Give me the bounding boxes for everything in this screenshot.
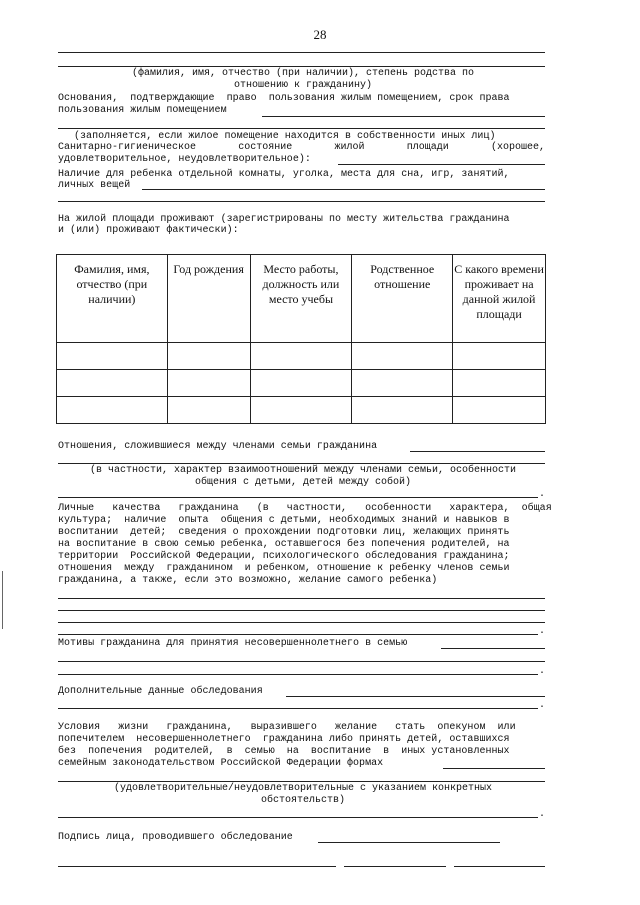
table-cell[interactable] (57, 343, 168, 370)
other-owner-note: (заполняется, если жилое помещение находится в собственности иных лиц) (74, 131, 496, 142)
relations-label: Отношения, сложившиеся между членами семьи гражданина (58, 441, 378, 452)
blank-line (58, 708, 538, 709)
blank-line (58, 598, 545, 599)
period: . (539, 666, 546, 677)
header-workplace: Место работы, должность или место учебы (250, 255, 352, 343)
blank-line (58, 622, 545, 623)
relations-caption: (в частности, характер взаимоотношений между членами семьи, особенности общения с детьми, детей между собой) (89, 465, 517, 488)
page-number: 28 (313, 27, 327, 42)
personal-qualities-text: территории Российской Федерации, психологического обследования гражданина; (58, 551, 510, 562)
table-cell[interactable] (57, 397, 168, 424)
relations-field[interactable] (410, 451, 545, 452)
conditions-caption: (удовлетворительные/неудовлетворительные с указанием конкретных обстоятельств) (113, 783, 493, 806)
blank-line (58, 634, 538, 635)
blank-line (454, 866, 545, 867)
table-cell[interactable] (352, 370, 453, 397)
personal-qualities-text: гражданина, а также, если это возможно, желание самого ребенка) (58, 575, 438, 586)
blank-line (58, 128, 545, 129)
blank-line (58, 463, 545, 464)
table-cell[interactable] (453, 343, 546, 370)
conditions-text: семейным законодательством Российской Федерации формах (58, 758, 384, 769)
residents-table (56, 254, 546, 424)
table-cell[interactable] (352, 343, 453, 370)
conditions-text: Условия жизни гражданина, выразившего желание стать опекуном или (58, 722, 516, 733)
conditions-field[interactable] (443, 768, 545, 769)
table-row (57, 370, 546, 397)
child-room-text: Наличие для ребенка отдельной комнаты, уголка, места для сна, игр, занятий, (58, 169, 510, 180)
personal-qualities-text: отношения между гражданином и ребенком, отношение к ребенку членов семьи (58, 563, 510, 574)
table-cell[interactable] (352, 397, 453, 424)
sanitary-text: Санитарно-гигиеническое состояние жилой площади (хорошее, (58, 142, 545, 153)
table-row (57, 397, 546, 424)
sanitary-field[interactable] (338, 164, 545, 165)
residents-text: На жилой площади проживают (зарегистрированы по месту жительства гражданина (58, 214, 510, 225)
child-room-field[interactable] (142, 189, 545, 190)
table-cell[interactable] (57, 370, 168, 397)
signature-label: Подпись лица, проводившего обследование (58, 832, 293, 843)
blank-line (58, 52, 545, 53)
residents-text: и (или) проживают фактически): (58, 225, 239, 236)
period: . (539, 809, 546, 820)
blank-line (58, 817, 538, 818)
header-since: С какого времени проживает на данной жилой площади (453, 255, 546, 343)
table-cell[interactable] (167, 370, 250, 397)
table-cell[interactable] (453, 370, 546, 397)
blank-line (58, 66, 545, 67)
grounds-text: пользования жилым помещением (58, 105, 227, 116)
conditions-text: попечителем несовершеннолетнего гражданина либо принять детей, оставшихся (58, 734, 510, 745)
table-cell[interactable] (453, 397, 546, 424)
motives-field[interactable] (441, 648, 545, 649)
conditions-text: без попечения родителей, в семью на воспитание в иных установленных (58, 746, 510, 757)
blank-line (58, 610, 545, 611)
additional-field[interactable] (286, 696, 545, 697)
blank-line (58, 866, 336, 867)
table-cell[interactable] (250, 343, 352, 370)
personal-qualities-text: воспитании детей; сведения о прохождении подготовки лиц, желающих принять (58, 527, 510, 538)
table-cell[interactable] (167, 397, 250, 424)
header-birth-year: Год рождения (167, 255, 250, 343)
blank-line (58, 201, 545, 202)
relative-caption: (фамилия, имя, отчество (при наличии), степень родства по отношению к гражданину) (131, 68, 475, 91)
personal-qualities-text: на воспитание в свою семью ребенка, оставшегося без попечения родителей, на (58, 539, 510, 550)
period: . (539, 700, 546, 711)
signature-field[interactable] (318, 842, 500, 843)
personal-qualities-text: культура; наличие опыта общения с детьми, необходимых знаний и навыков в (58, 515, 510, 526)
blank-line (58, 661, 545, 662)
table-cell[interactable] (250, 397, 352, 424)
grounds-text: Основания, подтверждающие право пользования жилым помещением, срок права (58, 93, 510, 104)
motives-label: Мотивы гражданина для принятия несовершеннолетнего в семью (58, 638, 408, 649)
header-relation: Родственное отношение (352, 255, 453, 343)
period: . (539, 489, 546, 500)
table-header-row (57, 255, 546, 343)
child-room-text: личных вещей (58, 180, 131, 191)
blank-line (58, 497, 538, 498)
blank-line (58, 674, 538, 675)
blank-line (344, 866, 446, 867)
table-cell[interactable] (167, 343, 250, 370)
blank-line (58, 781, 545, 782)
margin-line (2, 571, 3, 629)
additional-label: Дополнительные данные обследования (58, 686, 263, 697)
period: . (539, 626, 546, 637)
table-row (57, 343, 546, 370)
table-cell[interactable] (250, 370, 352, 397)
grounds-field[interactable] (262, 116, 545, 117)
personal-qualities-text: Личные качества гражданина (в частности, особенности характера, общая (58, 503, 552, 514)
header-name: Фамилия, имя, отчество (при наличии) (57, 255, 168, 343)
sanitary-text: удовлетворительное, неудовлетворительное): (58, 154, 311, 165)
